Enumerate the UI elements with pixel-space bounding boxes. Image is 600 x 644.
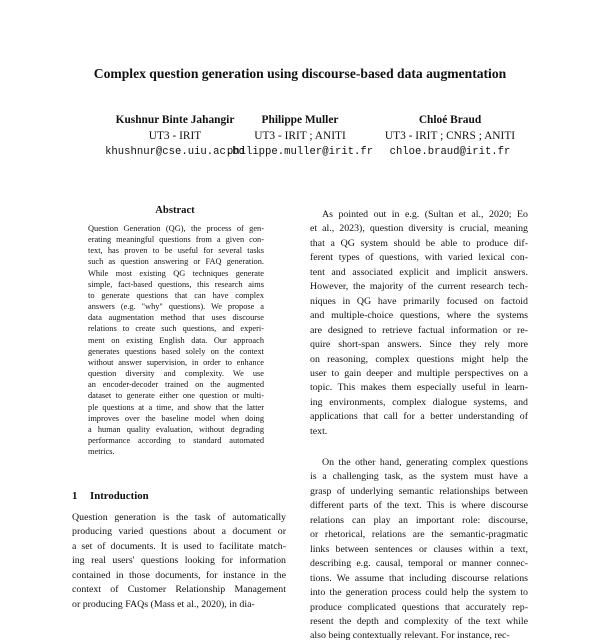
text-line: ing real users' questions looking for information [72, 555, 286, 567]
text-line: performance according to standard automated [88, 435, 264, 445]
text-line: topic. This makes them especially useful in learn- [310, 382, 528, 394]
text-line: tent and associated explicit and implicit answers. [310, 266, 528, 278]
text-line: question diversity and complexity. We use [88, 369, 264, 379]
text-line: that a QG system should be able to produce dif- [310, 237, 528, 249]
text-line: ple questions at a time, and show that the latter [88, 402, 264, 412]
text-line: a set of documents. It is used to facilitate match- [72, 540, 286, 552]
text-line: dataset to generate either one question or multi- [88, 391, 264, 401]
text-line: Question Generation (QG), the process of gen- [88, 224, 264, 233]
text-line: et al., 2023), question diversity is crucial, meaning [310, 223, 528, 235]
text-line: generates questions based solely on the context [88, 346, 264, 356]
text-line: data augmentation method that uses discourse [88, 313, 264, 323]
text-line: As pointed out in e.g. (Sultan et al., 2020; Eo [322, 209, 528, 220]
text-line: into the generation process could help the system to [310, 587, 528, 599]
text-line: erating meaningful questions from a given con- [88, 235, 264, 245]
text-line: relations to create such questions, and experi- [88, 324, 264, 334]
author-block-3 [372, 112, 528, 160]
text-line: contained in those documents, for instance in the [72, 569, 286, 581]
author-email: chloe.braud@irit.fr [389, 146, 511, 158]
text-line: On the other hand, generating complex questions [322, 457, 528, 468]
text-line: without answer supervision, in order to enhance [88, 357, 264, 367]
text-line: and multiple-choice questions, where the systems [310, 310, 528, 322]
text-line: user to gain deeper and multiple perspectives on a [310, 367, 528, 379]
text-line: such as question answering or FAQ generation. [88, 257, 264, 267]
text-line: metrics. [88, 447, 115, 457]
text-line: produce complicated questions that accurately rep- [310, 601, 528, 613]
text-line: describing e.g. causal, temporal or manner connec- [310, 558, 528, 570]
text-line: While most existing QG techniques generate [88, 268, 264, 278]
introduction-body [72, 511, 286, 612]
section-number: 1 [72, 490, 78, 502]
author-affiliation: UT3 - IRIT ; CNRS ; ANITI [384, 130, 516, 142]
abstract-body [88, 223, 264, 457]
text-line: a human quality evaluation, without degrading [88, 424, 264, 434]
text-line: ferent types of questions, with varied lexical con- [310, 252, 528, 264]
text-line: different parts of the text. This is where discourse [310, 500, 528, 512]
paper-title: Complex question generation using discourse-based data augmentation [93, 66, 507, 81]
text-line: or rhetorical, relations are the semantic-pragmatic [310, 529, 528, 541]
author-name: Kushnur Binte Jahangir [115, 114, 235, 126]
text-line: answers (e.g. "why" questions). We propose a [88, 302, 264, 312]
text-line: quire short-span answers. Since they rely more [310, 339, 528, 351]
text-line: niques in QG have primarily focused on factoid [310, 295, 528, 307]
author-email: philippe.muller@irit.fr [226, 146, 374, 158]
author-name: Philippe Muller [261, 114, 339, 126]
author-email: khushnur@cse.uiu.ac.bd [105, 146, 245, 158]
text-line: Question generation is the task of automatically [72, 512, 286, 523]
text-line: on reasoning, complex questions might help the [310, 353, 528, 365]
author-affiliation: UT3 - IRIT ; ANITI [254, 130, 346, 142]
author-block-2 [218, 112, 382, 160]
text-line: simple, fact-based questions, this research aims [88, 279, 264, 289]
text-line: relations can play an important role: discourse, [310, 514, 528, 526]
text-line: are designed to retrieve factual information or re- [310, 324, 528, 336]
text-line: tions. We assume that including discourse relations [310, 572, 528, 584]
text-line: or producing FAQs (Mass et al., 2020), in dia- [72, 598, 255, 610]
right-column-paragraph-2 [310, 456, 528, 644]
text-line: ment on existing English data. Our approach [88, 335, 264, 345]
section-heading-introduction [72, 490, 149, 502]
text-line: text. [310, 425, 328, 437]
text-line: is a challenging task, as the system must have a [310, 471, 528, 483]
author-name: Chloé Braud [418, 114, 482, 126]
text-line: links between sentences or clauses within a text, [310, 543, 528, 555]
section-title: Introduction [90, 490, 149, 502]
text-line: to generate questions that can have complex [88, 290, 264, 300]
text-line: an encoder-decoder trained on the augmented [88, 380, 264, 390]
text-line: improves over the baseline model when doing [88, 413, 264, 423]
text-line: However, the majority of the current research tech- [310, 281, 528, 293]
text-line: producing varied questions about a document or [72, 526, 286, 538]
text-line: also being contextually relevant. For instance, rec- [310, 630, 510, 642]
author-affiliation: UT3 - IRIT [148, 130, 202, 142]
text-line: ing environments, complex dialogue systems, and [310, 396, 528, 408]
text-line: applications that call for a better understanding of [310, 411, 528, 423]
text-line: grasp of underlying semantic relationships between [310, 485, 528, 497]
text-line: text, has proven to be useful for several tasks [88, 246, 264, 256]
abstract-heading: Abstract [155, 205, 195, 216]
text-line: resent the depth and complexity of the text while [310, 615, 528, 627]
right-column-paragraph-1 [310, 208, 528, 439]
text-line: context of Customer Relationship Management [72, 584, 286, 596]
